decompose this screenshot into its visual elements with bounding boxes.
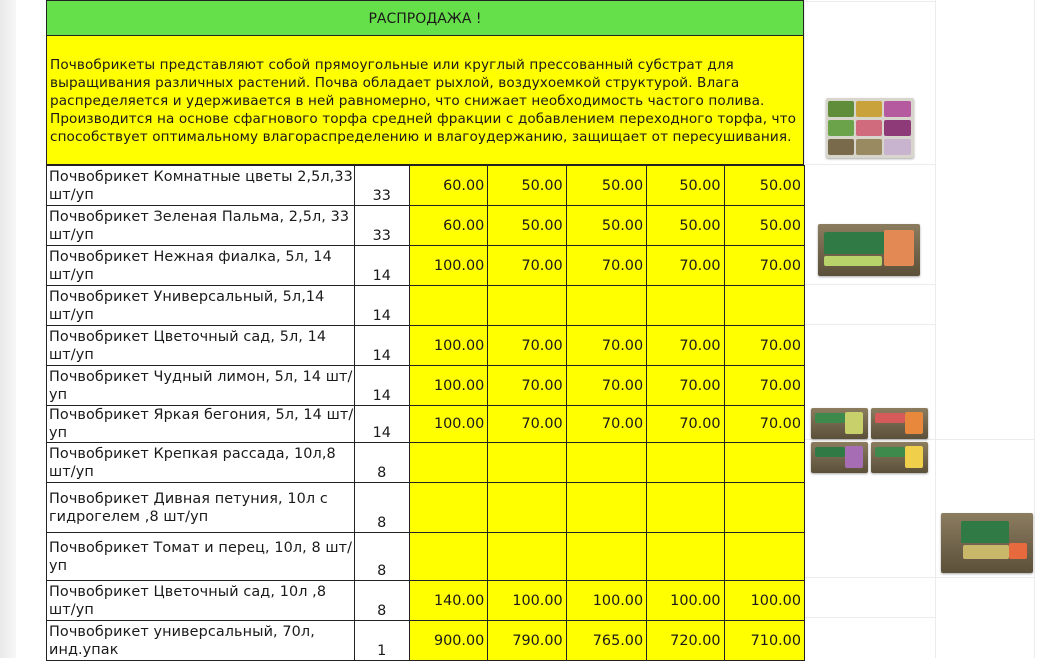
table-row (47, 621, 805, 661)
price-cell: 70.00 (488, 406, 566, 443)
table-row (47, 581, 805, 621)
price-cell: 70.00 (566, 326, 646, 366)
price-cell (566, 483, 646, 533)
price-cell: 100.00 (647, 581, 724, 621)
price-cell: 70.00 (724, 366, 804, 406)
price-cell: 60.00 (409, 166, 487, 206)
pack-quantity: 33 (354, 166, 409, 206)
table-row (47, 246, 805, 286)
product-name: Почвобрикет Томат и перец, 10л, 8 шт/уп (47, 533, 355, 581)
price-cell: 70.00 (488, 326, 566, 366)
price-cell: 70.00 (488, 246, 566, 286)
pack-quantity: 14 (354, 406, 409, 443)
price-cell: 140.00 (409, 581, 487, 621)
price-cell (566, 286, 646, 326)
pack-quantity: 14 (354, 246, 409, 286)
price-cell (409, 443, 487, 483)
product-name: Почвобрикет Зеленая Пальма, 2,5л, 33 шт/уп (47, 206, 355, 246)
product-name: Почвобрикет универсальный, 70л, инд.упак (47, 621, 355, 661)
price-cell: 70.00 (647, 406, 724, 443)
product-name: Почвобрикет Чудный лимон, 5л, 14 шт/уп (47, 366, 355, 406)
price-cell (724, 483, 804, 533)
table-row (47, 533, 805, 581)
product-name: Почвобрикет Цветочный сад, 5л, 14 шт/уп (47, 326, 355, 366)
pack-quantity: 1 (354, 621, 409, 661)
price-cell (647, 483, 724, 533)
price-cell (566, 533, 646, 581)
price-cell: 790.00 (488, 621, 566, 661)
product-photo-assorted-briquettes (811, 408, 868, 439)
table-row (47, 443, 805, 483)
description-line: распределяется и удерживается в ней равномерно, что снижает необходимость частого полива. (50, 93, 765, 109)
pack-quantity: 33 (354, 206, 409, 246)
description-line: Производится на основе сфагнового торфа средней фракции с добавлением переходного торфа, что (50, 111, 797, 127)
price-cell: 100.00 (409, 246, 487, 286)
product-photo-70l-briquette (941, 513, 1033, 573)
price-cell (724, 286, 804, 326)
price-cell: 900.00 (409, 621, 487, 661)
price-cell: 100.00 (409, 406, 487, 443)
price-cell: 100.00 (724, 581, 804, 621)
pack-quantity: 8 (354, 533, 409, 581)
table-row (47, 366, 805, 406)
price-cell: 100.00 (566, 581, 646, 621)
page-left-shade (0, 0, 16, 658)
price-cell: 60.00 (409, 206, 487, 246)
price-cell: 70.00 (724, 326, 804, 366)
pack-quantity: 8 (354, 483, 409, 533)
pack-quantity: 14 (354, 286, 409, 326)
product-name: Почвобрикет Цветочный сад, 10л ,8 шт/уп (47, 581, 355, 621)
price-cell: 100.00 (409, 326, 487, 366)
price-cell: 70.00 (488, 366, 566, 406)
price-cell (647, 443, 724, 483)
product-photo-assorted-briquettes (871, 442, 928, 473)
description-line: Почвобрикеты представляют собой прямоугольные или круглый прессованный субстрат для (50, 57, 734, 73)
price-cell: 50.00 (647, 166, 724, 206)
price-cell: 720.00 (647, 621, 724, 661)
price-cell (724, 443, 804, 483)
price-cell: 50.00 (724, 166, 804, 206)
table-row (47, 483, 805, 533)
price-cell: 70.00 (566, 366, 646, 406)
price-cell: 765.00 (566, 621, 646, 661)
product-name: Почвобрикет Универсальный, 5л,14 шт/уп (47, 286, 355, 326)
product-name: Почвобрикет Комнатные цветы 2,5л,33 шт/уп (47, 166, 355, 206)
table-row (47, 166, 805, 206)
price-cell: 70.00 (647, 366, 724, 406)
price-cell: 70.00 (724, 406, 804, 443)
price-cell: 50.00 (566, 206, 646, 246)
price-cell: 70.00 (566, 406, 646, 443)
product-name: Почвобрикет Крепкая рассада, 10л,8 шт/уп (47, 443, 355, 483)
product-name: Почвобрикет Нежная фиалка, 5л, 14 шт/уп (47, 246, 355, 286)
price-cell (724, 533, 804, 581)
product-photo-assorted-briquettes (811, 442, 868, 473)
product-description (46, 36, 804, 165)
price-cell (409, 286, 487, 326)
price-cell: 70.00 (724, 246, 804, 286)
product-photo-5l-briquette (818, 224, 920, 276)
table-row (47, 206, 805, 246)
table-row (47, 326, 805, 366)
table-row (47, 406, 805, 443)
pack-quantity: 14 (354, 326, 409, 366)
price-cell (488, 533, 566, 581)
price-cell: 100.00 (488, 581, 566, 621)
price-cell: 50.00 (647, 206, 724, 246)
price-cell: 50.00 (724, 206, 804, 246)
description-line: способствует оптимальному влагораспределению и влагоудержанию, защищает от пересушивания. (50, 129, 792, 145)
table-row (47, 286, 805, 326)
price-cell (488, 443, 566, 483)
product-name: Почвобрикет Дивная петуния, 10л с гидрогелем ,8 шт/уп (47, 483, 355, 533)
price-table (46, 165, 805, 661)
sale-banner: РАСПРОДАЖА ! (46, 0, 804, 36)
price-cell (566, 443, 646, 483)
price-cell (409, 533, 487, 581)
pack-quantity: 8 (354, 443, 409, 483)
pack-quantity: 14 (354, 366, 409, 406)
price-cell (647, 533, 724, 581)
price-cell: 50.00 (488, 166, 566, 206)
price-cell: 100.00 (409, 366, 487, 406)
price-cell: 50.00 (488, 206, 566, 246)
price-cell: 70.00 (647, 246, 724, 286)
price-cell (488, 286, 566, 326)
price-cell (409, 483, 487, 533)
description-line: выращивания различных растений. Почва обладает рыхлой, воздухоемкой структурой. Влага (50, 75, 740, 91)
pack-quantity: 8 (354, 581, 409, 621)
product-photo-assorted-briquettes (871, 408, 928, 439)
price-cell (647, 286, 724, 326)
price-cell: 50.00 (566, 166, 646, 206)
price-cell (488, 483, 566, 533)
price-cell: 70.00 (647, 326, 724, 366)
price-cell: 710.00 (724, 621, 804, 661)
product-name: Почвобрикет Яркая бегония, 5л, 14 шт/уп (47, 406, 355, 443)
product-photo-small-briquettes (826, 98, 914, 158)
price-cell: 70.00 (566, 246, 646, 286)
